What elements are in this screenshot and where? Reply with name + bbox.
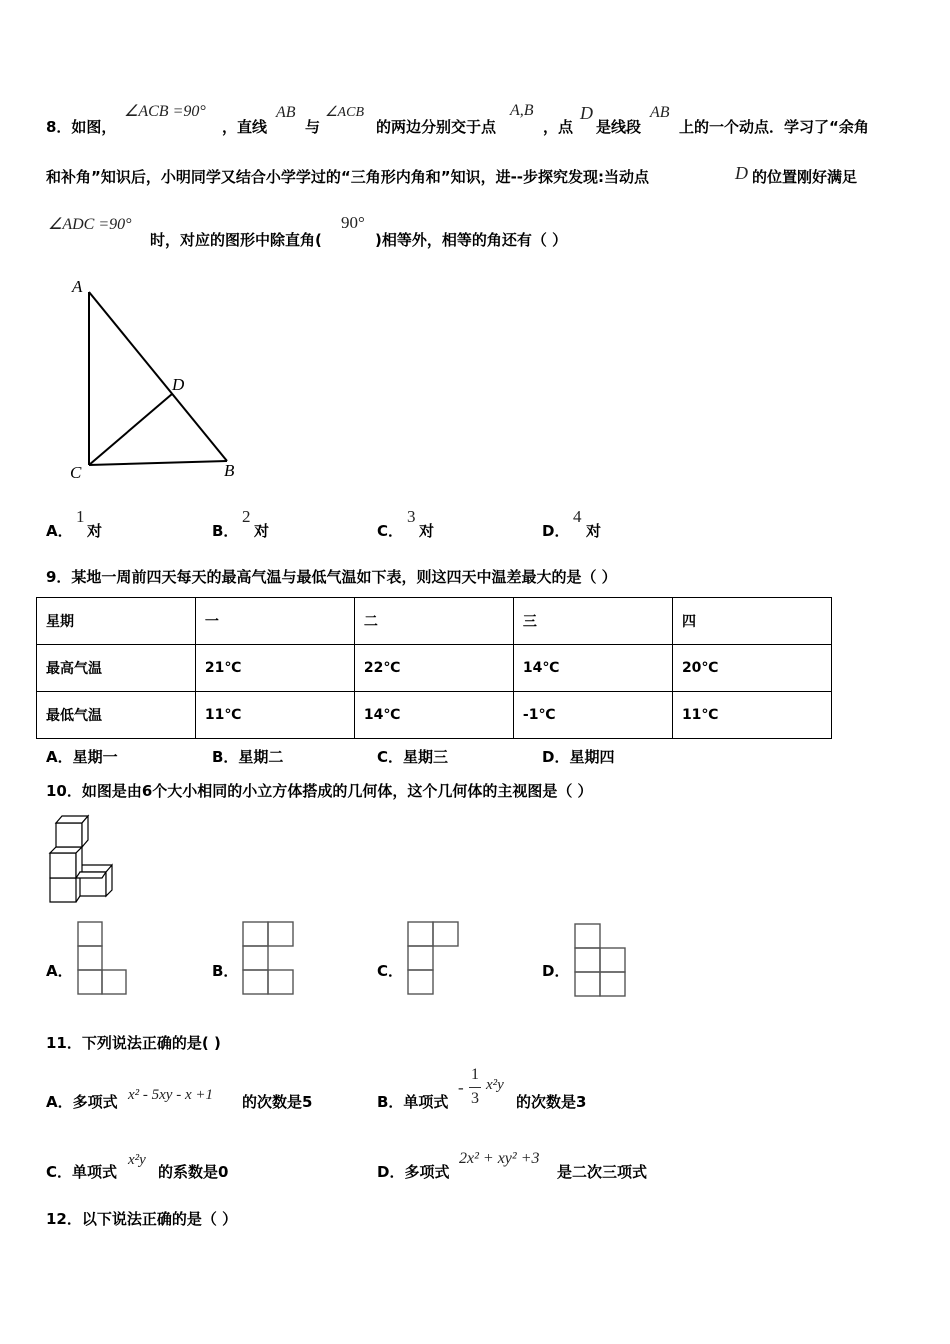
segment-cd [89,394,172,465]
table-cell: 14℃ [513,645,672,692]
table-row [37,692,832,739]
table-cell: 最低气温 [37,692,196,739]
q12-stem: 12．以下说法正确的是（ ） [46,1210,238,1228]
table-cell: 二 [354,598,513,645]
q8-math-acb90: ∠ACB =90° [124,103,206,120]
front-view-d-icon [574,923,628,998]
table-cell: 最高气温 [37,645,196,692]
fraction-bar [469,1087,481,1088]
front-view-b-icon [242,921,296,996]
table-cell: 11℃ [672,692,831,739]
point-label-a: A [72,277,83,296]
q9-temperature-table [36,597,832,739]
point-label-b: B [224,461,235,480]
table-row [37,645,832,692]
q10-stem: 10．如图是由6个大小相同的小立方体搭成的几何体，这个几何体的主视图是（ ） [46,782,593,800]
q9-stem: 9．某地一周前四天每天的最高气温与最低气温如下表，则这四天中温差最大的是（ ） [46,568,617,586]
front-view-c-icon [407,921,461,996]
table-cell: 四 [672,598,831,645]
table-cell: 22℃ [354,645,513,692]
q9-option-c[interactable]: C．星期三 [377,748,449,766]
q9-option-b[interactable]: B．星期二 [212,748,284,766]
q8-number: 8．如图， [46,118,117,136]
q10-cube-figure [46,810,116,906]
segment-ab [89,292,227,461]
table-cell: -1℃ [513,692,672,739]
q11-a-expression: x² - 5xy - x +1 [128,1087,213,1103]
front-view-a-icon [77,921,129,996]
point-label-c: C [70,463,82,482]
table-cell: 14℃ [354,692,513,739]
table-cell: 11℃ [195,692,354,739]
table-cell: 21℃ [195,645,354,692]
q11-c-expression: x²y [128,1152,146,1168]
table-cell: 星期 [37,598,196,645]
table-cell: 三 [513,598,672,645]
point-label-d: D [172,375,185,394]
table-cell: 20℃ [672,645,831,692]
q8-math-adc90: ∠ADC =90° [48,216,132,233]
segment-cb [89,461,227,465]
q8-triangle-figure [60,270,260,490]
q9-option-d[interactable]: D．星期四 [542,748,615,766]
table-row [37,598,832,645]
q9-option-a[interactable]: A．星期一 [46,748,118,766]
q11-d-expression: 2x² + xy² +3 [459,1150,540,1167]
q11-stem: 11．下列说法正确的是( ) [46,1034,221,1052]
table-cell: 一 [195,598,354,645]
